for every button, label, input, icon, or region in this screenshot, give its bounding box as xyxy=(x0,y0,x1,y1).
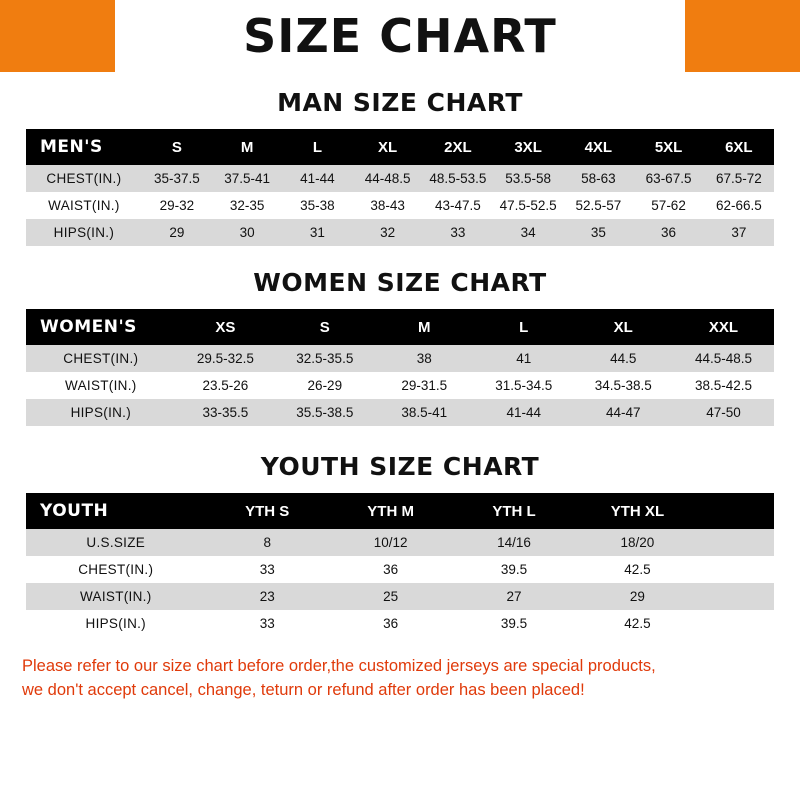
row-label-hips: HIPS(IN.) xyxy=(26,219,142,246)
cell: 33 xyxy=(423,219,493,246)
row-label-waist: WAIST(IN.) xyxy=(26,583,206,610)
cell: 34 xyxy=(493,219,563,246)
women-section-title: WOMEN SIZE CHART xyxy=(253,268,547,297)
col-header-2xl: 2XL xyxy=(423,129,493,165)
col-header-m: M xyxy=(375,309,474,345)
cell: 31.5-34.5 xyxy=(474,372,573,399)
cell: 35-37.5 xyxy=(142,165,212,192)
cell: 42.5 xyxy=(576,610,699,637)
row-label-chest: CHEST(IN.) xyxy=(26,165,142,192)
cell: 67.5-72 xyxy=(704,165,774,192)
col-header-3xl: 3XL xyxy=(493,129,563,165)
cell: 33 xyxy=(206,556,329,583)
col-header-6xl: 6XL xyxy=(704,129,774,165)
man-table-wrap xyxy=(0,129,800,246)
cell: 30 xyxy=(212,219,282,246)
cell: 23.5-26 xyxy=(176,372,275,399)
col-header-yth-s: YTH S xyxy=(206,493,329,529)
cell: 37.5-41 xyxy=(212,165,282,192)
row-label-waist: WAIST(IN.) xyxy=(26,372,176,399)
cell: 36 xyxy=(633,219,703,246)
cell: 26-29 xyxy=(275,372,374,399)
cell-spacer xyxy=(699,556,774,583)
col-header-s: S xyxy=(142,129,212,165)
row-label-chest: CHEST(IN.) xyxy=(26,345,176,372)
cell: 32-35 xyxy=(212,192,282,219)
col-header-l: L xyxy=(474,309,573,345)
cell: 42.5 xyxy=(576,556,699,583)
cell: 37 xyxy=(704,219,774,246)
cell: 41 xyxy=(474,345,573,372)
cell: 35 xyxy=(563,219,633,246)
header-banner-inner xyxy=(115,0,685,72)
youth-size-table xyxy=(26,493,774,637)
man-section-title: MAN SIZE CHART xyxy=(277,88,523,117)
cell: 29-31.5 xyxy=(375,372,474,399)
row-label-hips: HIPS(IN.) xyxy=(26,610,206,637)
cell: 8 xyxy=(206,529,329,556)
cell-spacer xyxy=(699,610,774,637)
table-header-row xyxy=(26,493,774,529)
col-header-spacer xyxy=(699,493,774,529)
table-row xyxy=(26,583,774,610)
cell: 38-43 xyxy=(353,192,423,219)
row-label-chest: CHEST(IN.) xyxy=(26,556,206,583)
col-header-yth-xl: YTH XL xyxy=(576,493,699,529)
youth-section-title: YOUTH SIZE CHART xyxy=(260,452,540,481)
cell: 44-47 xyxy=(573,399,672,426)
cell-spacer xyxy=(699,529,774,556)
man-size-table xyxy=(26,129,774,246)
table-header-row xyxy=(26,309,774,345)
cell: 33-35.5 xyxy=(176,399,275,426)
women-size-table xyxy=(26,309,774,426)
col-header-mens: MEN'S xyxy=(26,129,142,165)
cell: 52.5-57 xyxy=(563,192,633,219)
cell-spacer xyxy=(699,583,774,610)
table-row xyxy=(26,529,774,556)
col-header-youth: YOUTH xyxy=(26,493,206,529)
col-header-5xl: 5XL xyxy=(633,129,703,165)
cell: 36 xyxy=(329,610,452,637)
cell: 39.5 xyxy=(452,556,575,583)
col-header-4xl: 4XL xyxy=(563,129,633,165)
cell: 58-63 xyxy=(563,165,633,192)
table-row xyxy=(26,372,774,399)
cell: 29.5-32.5 xyxy=(176,345,275,372)
footer-note-line-1: Please refer to our size chart before order,the customized jerseys are special products, xyxy=(22,657,656,675)
cell: 31 xyxy=(282,219,352,246)
col-header-yth-l: YTH L xyxy=(452,493,575,529)
table-row xyxy=(26,192,774,219)
row-label-us-size: U.S.SIZE xyxy=(26,529,206,556)
footer-note-line-2: we don't accept cancel, change, teturn or refund after order has been placed! xyxy=(22,680,585,699)
col-header-m: M xyxy=(212,129,282,165)
table-row xyxy=(26,219,774,246)
cell: 18/20 xyxy=(576,529,699,556)
cell: 10/12 xyxy=(329,529,452,556)
cell: 41-44 xyxy=(474,399,573,426)
cell: 29-32 xyxy=(142,192,212,219)
cell: 47.5-52.5 xyxy=(493,192,563,219)
cell: 29 xyxy=(576,583,699,610)
cell: 34.5-38.5 xyxy=(573,372,672,399)
cell: 53.5-58 xyxy=(493,165,563,192)
header-banner xyxy=(0,0,800,72)
col-header-l: L xyxy=(282,129,352,165)
table-row xyxy=(26,165,774,192)
table-row xyxy=(26,610,774,637)
cell: 32.5-35.5 xyxy=(275,345,374,372)
cell: 25 xyxy=(329,583,452,610)
cell: 44-48.5 xyxy=(353,165,423,192)
col-header-xl: XL xyxy=(353,129,423,165)
cell: 35.5-38.5 xyxy=(275,399,374,426)
cell: 62-66.5 xyxy=(704,192,774,219)
col-header-yth-m: YTH M xyxy=(329,493,452,529)
cell: 44.5-48.5 xyxy=(673,345,774,372)
table-row xyxy=(26,345,774,372)
page-title: SIZE CHART xyxy=(243,9,557,63)
cell: 63-67.5 xyxy=(633,165,703,192)
cell: 43-47.5 xyxy=(423,192,493,219)
col-header-womens: WOMEN'S xyxy=(26,309,176,345)
cell: 35-38 xyxy=(282,192,352,219)
row-label-hips: HIPS(IN.) xyxy=(26,399,176,426)
cell: 27 xyxy=(452,583,575,610)
cell: 32 xyxy=(353,219,423,246)
cell: 33 xyxy=(206,610,329,637)
table-header-row xyxy=(26,129,774,165)
col-header-xxl: XXL xyxy=(673,309,774,345)
cell: 44.5 xyxy=(573,345,672,372)
col-header-xs: XS xyxy=(176,309,275,345)
cell: 38.5-41 xyxy=(375,399,474,426)
cell: 14/16 xyxy=(452,529,575,556)
cell: 38 xyxy=(375,345,474,372)
table-row xyxy=(26,399,774,426)
row-label-waist: WAIST(IN.) xyxy=(26,192,142,219)
cell: 47-50 xyxy=(673,399,774,426)
table-row xyxy=(26,556,774,583)
footer-note xyxy=(0,655,800,703)
cell: 41-44 xyxy=(282,165,352,192)
col-header-xl: XL xyxy=(573,309,672,345)
col-header-s: S xyxy=(275,309,374,345)
cell: 36 xyxy=(329,556,452,583)
cell: 38.5-42.5 xyxy=(673,372,774,399)
cell: 57-62 xyxy=(633,192,703,219)
women-table-wrap xyxy=(0,309,800,426)
cell: 48.5-53.5 xyxy=(423,165,493,192)
cell: 29 xyxy=(142,219,212,246)
cell: 39.5 xyxy=(452,610,575,637)
cell: 23 xyxy=(206,583,329,610)
youth-table-wrap xyxy=(0,493,800,637)
